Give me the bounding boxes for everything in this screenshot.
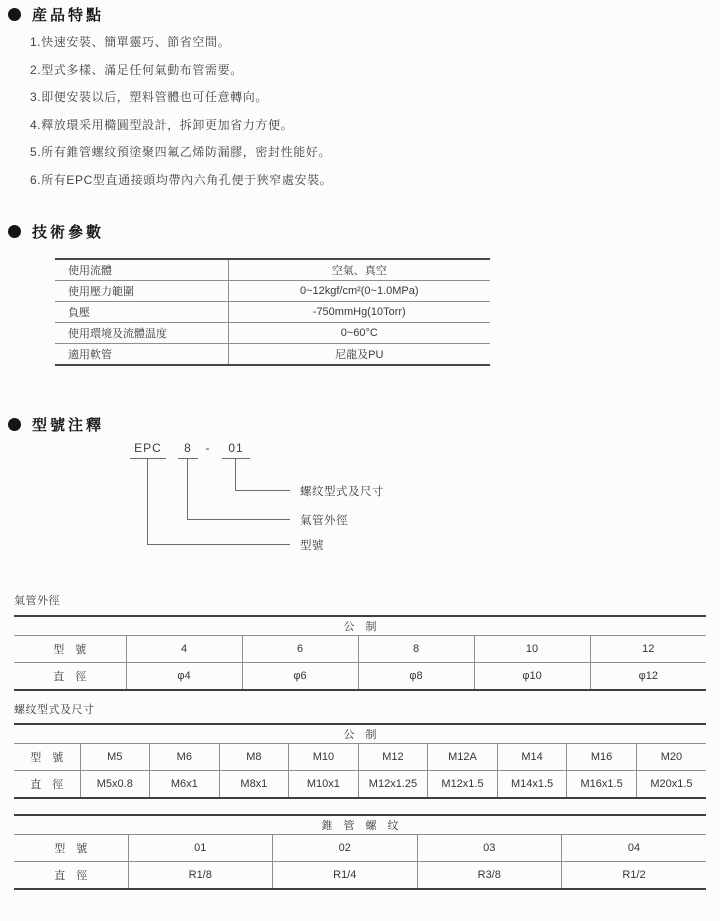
feature-item: 5.所有錐管螺纹預塗聚四氟乙烯防漏膠，密封性能好。 — [30, 145, 332, 159]
param-value: 0~12kgf/cm²(0~1.0MPa) — [228, 280, 490, 301]
table-cell: M12 — [358, 744, 428, 771]
table-cell: 03 — [417, 835, 562, 862]
table-cell: M14 — [497, 744, 567, 771]
param-value: 尼龍及PU — [228, 344, 490, 365]
row-header: 直 徑 — [14, 862, 128, 889]
section-title-features: 産品特點 — [32, 6, 105, 24]
table-header-cell: 公 制 — [14, 724, 706, 744]
table-cell: M20x1.5 — [636, 771, 706, 798]
section-title-model-notation: 型號注釋 — [32, 417, 105, 435]
table-cell: R1/2 — [562, 862, 707, 889]
thread-table-caption: 螺纹型式及尺寸 — [14, 703, 95, 716]
diagram-connector-line — [187, 519, 290, 520]
tube-od-table — [14, 615, 706, 691]
param-value: 0~60°C — [228, 323, 490, 344]
table-cell: M6 — [150, 744, 220, 771]
table-cell: M8 — [219, 744, 289, 771]
table-cell: M12x1.25 — [358, 771, 428, 798]
row-header: 型 號 — [14, 744, 80, 771]
row-header: 直 徑 — [14, 771, 80, 798]
param-value: 空氣、真空 — [228, 259, 490, 280]
param-label: 使用環境及流體温度 — [55, 323, 228, 344]
table-cell: R3/8 — [417, 862, 562, 889]
table-cell: 02 — [273, 835, 418, 862]
table-cell: M8x1 — [219, 771, 289, 798]
section-heading-features — [8, 0, 720, 22]
diagram-label-tube-od: 氣管外徑 — [300, 514, 348, 527]
param-row — [55, 280, 490, 301]
section-heading-tech-params — [8, 220, 720, 242]
model-code-thread: 01 — [222, 441, 250, 459]
table-cell: M12A — [428, 744, 498, 771]
model-code-prefix: EPC — [130, 441, 166, 459]
table-cell: M10x1 — [289, 771, 359, 798]
table-cell: φ4 — [126, 663, 242, 690]
param-row — [55, 344, 490, 365]
param-row — [55, 259, 490, 280]
table-header-row — [14, 815, 706, 835]
table-row — [14, 771, 706, 798]
bullet-icon — [8, 418, 21, 431]
tube-table-caption: 氣管外徑 — [14, 594, 60, 607]
table-cell: M16x1.5 — [567, 771, 637, 798]
table-cell: 01 — [128, 835, 273, 862]
feature-item: 1.快速安裝、簡單靈巧、節省空間。 — [30, 35, 231, 49]
table-row — [14, 835, 706, 862]
param-label: 適用軟管 — [68, 349, 112, 362]
diagram-connector-line — [187, 458, 188, 519]
table-row — [14, 744, 706, 771]
table-row — [14, 663, 706, 690]
model-code-dash: - — [205, 440, 211, 455]
model-code-size: 8 — [178, 441, 198, 459]
bullet-icon — [8, 8, 21, 21]
param-row — [55, 301, 490, 322]
table-cell: 12 — [590, 636, 706, 663]
bullet-icon — [8, 225, 21, 238]
row-header: 型 號 — [14, 636, 126, 663]
table-cell: M5x0.8 — [80, 771, 150, 798]
table-cell: M10 — [289, 744, 359, 771]
param-row — [55, 323, 490, 344]
feature-item: 3.即便安裝以后，塑料管體也可任意轉向。 — [30, 90, 269, 104]
section-heading-model-notation — [8, 414, 720, 436]
table-cell: R1/8 — [128, 862, 273, 889]
table-header-cell: 公 制 — [14, 616, 706, 636]
table-cell: φ12 — [590, 663, 706, 690]
param-label: 使用流體 — [55, 259, 228, 280]
feature-item: 6.所有EPC型直通接頭均帶內六角孔便于狹窄處安裝。 — [30, 172, 333, 187]
table-cell: φ6 — [242, 663, 358, 690]
table-cell: 10 — [474, 636, 590, 663]
table-cell: φ8 — [358, 663, 474, 690]
table-cell: 04 — [562, 835, 707, 862]
table-cell: M14x1.5 — [497, 771, 567, 798]
feature-item: 2.型式多樣、滿足任何氣動布管需要。 — [30, 62, 243, 77]
param-label: 負壓 — [55, 301, 228, 322]
diagram-connector-line — [147, 544, 290, 545]
row-header: 直 徑 — [14, 663, 126, 690]
table-cell: M6x1 — [150, 771, 220, 798]
table-header-row — [14, 724, 706, 744]
diagram-connector-line — [147, 458, 148, 544]
row-header: 型 號 — [14, 835, 128, 862]
table-cell: M12x1.5 — [428, 771, 498, 798]
table-cell: M20 — [636, 744, 706, 771]
taper-thread-table — [14, 814, 706, 890]
table-cell: φ10 — [474, 663, 590, 690]
table-cell: 8 — [358, 636, 474, 663]
diagram-connector-line — [235, 458, 236, 490]
feature-item: 4.釋放環采用橢圓型設計，拆卸更加省力方便。 — [30, 117, 294, 132]
table-cell: 6 — [242, 636, 358, 663]
table-cell: M16 — [567, 744, 637, 771]
thread-type-table — [14, 723, 706, 799]
table-row — [14, 862, 706, 889]
table-cell: 4 — [126, 636, 242, 663]
section-title-tech-params: 技術參數 — [32, 223, 105, 241]
diagram-label-thread: 螺纹型式及尺寸 — [300, 485, 384, 498]
table-cell: R1/4 — [273, 862, 418, 889]
feature-list — [30, 29, 720, 194]
table-header-cell: 錐 管 螺 纹 — [14, 815, 706, 835]
tech-params-table — [55, 258, 490, 366]
diagram-connector-line — [235, 490, 290, 491]
diagram-label-model: 型號 — [300, 539, 324, 552]
table-header-row — [14, 616, 706, 636]
table-cell: M5 — [80, 744, 150, 771]
param-label: 使用壓力範圍 — [55, 280, 228, 301]
model-notation-diagram — [0, 439, 720, 554]
table-row — [14, 636, 706, 663]
param-value: -750mmHg(10Torr) — [228, 301, 490, 322]
